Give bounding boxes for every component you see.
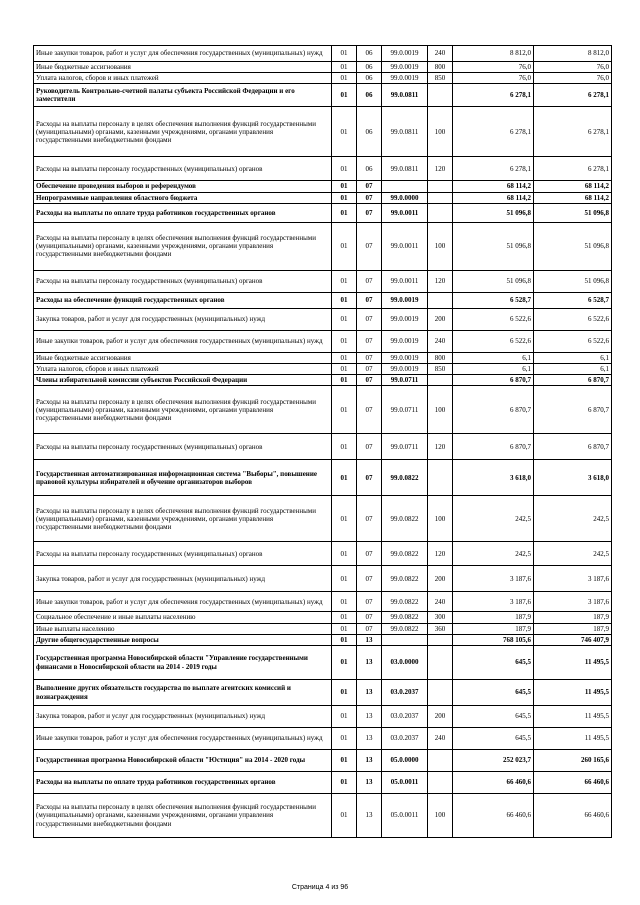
row-name: Члены избирательной комиссии субъектов Российской Федерации [34, 375, 332, 386]
row-section: 01 [332, 181, 357, 192]
row-subsection: 07 [357, 612, 382, 623]
row-expense-type [428, 192, 453, 203]
row-name: Выполнение других обязательств государства по выплате агентских комиссий и вознаграждения [34, 680, 332, 706]
row-target-article: 99.0.0019 [382, 364, 428, 375]
row-amount-year2: 6,1 [534, 352, 612, 363]
row-subsection: 13 [357, 646, 382, 680]
row-subsection: 13 [357, 750, 382, 772]
row-amount-year1: 3 187,6 [453, 592, 534, 612]
row-amount-year1: 6 522,6 [453, 308, 534, 330]
row-subsection: 13 [357, 634, 382, 645]
row-amount-year2: 51 096,8 [534, 270, 612, 292]
row-subsection: 07 [357, 352, 382, 363]
row-subsection: 07 [357, 460, 382, 496]
row-target-article: 99.0.0011 [382, 222, 428, 270]
row-section: 01 [332, 496, 357, 542]
row-expense-type: 120 [428, 157, 453, 181]
row-target-article: 99.0.0822 [382, 612, 428, 623]
row-subsection: 06 [357, 73, 382, 84]
table-row [34, 364, 612, 375]
row-name: Иные закупки товаров, работ и услуг для обеспечения государственных (муниципальных) нужд [34, 46, 332, 62]
row-amount-year1: 66 460,6 [453, 772, 534, 794]
row-expense-type: 240 [428, 46, 453, 62]
row-amount-year2: 746 407,9 [534, 634, 612, 645]
table-row [34, 192, 612, 203]
row-section: 01 [332, 192, 357, 203]
table-row [34, 46, 612, 62]
row-target-article: 99.0.0711 [382, 386, 428, 434]
row-amount-year2: 8 812,0 [534, 46, 612, 62]
row-target-article: 99.0.0019 [382, 308, 428, 330]
row-target-article: 99.0.0019 [382, 62, 428, 73]
row-subsection: 06 [357, 157, 382, 181]
row-target-article: 99.0.0711 [382, 375, 428, 386]
row-amount-year1: 76,0 [453, 62, 534, 73]
row-name: Расходы на выплаты персоналу государственных (муниципальных) органов [34, 434, 332, 460]
row-section: 01 [332, 73, 357, 84]
row-expense-type: 240 [428, 728, 453, 750]
row-name: Другие общегосударственные вопросы [34, 634, 332, 645]
table-row [34, 73, 612, 84]
row-amount-year1: 645,5 [453, 706, 534, 728]
row-subsection: 07 [357, 375, 382, 386]
table-row [34, 62, 612, 73]
row-amount-year2: 260 165,6 [534, 750, 612, 772]
row-amount-year2: 187,9 [534, 623, 612, 634]
row-amount-year1: 66 460,6 [453, 794, 534, 838]
row-amount-year2: 51 096,8 [534, 222, 612, 270]
row-subsection: 07 [357, 192, 382, 203]
row-name: Расходы на выплаты персоналу в целях обеспечения выполнения функций государственными (муниципальными) органами, казенными учреждениями, органами управления государственными внебюджетными фондами [34, 386, 332, 434]
table-row [34, 270, 612, 292]
row-subsection: 07 [357, 181, 382, 192]
table-row [34, 634, 612, 645]
row-amount-year1: 8 812,0 [453, 46, 534, 62]
row-name: Иные бюджетные ассигнования [34, 62, 332, 73]
row-subsection: 07 [357, 222, 382, 270]
row-target-article: 99.0.0011 [382, 270, 428, 292]
row-target-article: 05.0.0011 [382, 794, 428, 838]
row-expense-type [428, 634, 453, 645]
row-amount-year2: 187,9 [534, 612, 612, 623]
row-section: 01 [332, 706, 357, 728]
row-expense-type: 300 [428, 612, 453, 623]
row-section: 01 [332, 62, 357, 73]
row-subsection: 07 [357, 434, 382, 460]
row-subsection: 07 [357, 203, 382, 222]
row-expense-type: 240 [428, 592, 453, 612]
row-name: Расходы на выплаты персоналу государственных (муниципальных) органов [34, 157, 332, 181]
row-target-article: 99.0.0711 [382, 434, 428, 460]
row-subsection: 07 [357, 308, 382, 330]
row-subsection: 07 [357, 542, 382, 566]
row-section: 01 [332, 364, 357, 375]
row-name: Иные выплаты населению [34, 623, 332, 634]
row-subsection: 07 [357, 496, 382, 542]
row-subsection: 07 [357, 330, 382, 352]
row-amount-year1: 68 114,2 [453, 192, 534, 203]
row-amount-year2: 3 187,6 [534, 566, 612, 592]
row-amount-year2: 66 460,6 [534, 794, 612, 838]
row-section: 01 [332, 728, 357, 750]
row-amount-year1: 187,9 [453, 623, 534, 634]
row-target-article: 99.0.0811 [382, 157, 428, 181]
table-row [34, 330, 612, 352]
row-section: 01 [332, 542, 357, 566]
row-expense-type [428, 646, 453, 680]
table-row [34, 750, 612, 772]
row-subsection: 07 [357, 270, 382, 292]
row-amount-year2: 3 187,6 [534, 592, 612, 612]
row-amount-year1: 68 114,2 [453, 181, 534, 192]
row-expense-type: 850 [428, 364, 453, 375]
row-amount-year2: 76,0 [534, 73, 612, 84]
table-row [34, 203, 612, 222]
row-subsection: 07 [357, 566, 382, 592]
table-row [34, 222, 612, 270]
row-expense-type: 100 [428, 386, 453, 434]
row-target-article: 99.0.0822 [382, 592, 428, 612]
row-amount-year1: 3 187,6 [453, 566, 534, 592]
row-target-article: 99.0.0822 [382, 460, 428, 496]
row-section: 01 [332, 750, 357, 772]
table-row [34, 434, 612, 460]
row-expense-type: 850 [428, 73, 453, 84]
row-target-article: 05.0.0000 [382, 750, 428, 772]
row-target-article: 99.0.0011 [382, 203, 428, 222]
row-target-article: 03.0.2037 [382, 728, 428, 750]
row-expense-type [428, 460, 453, 496]
row-amount-year2: 51 096,8 [534, 203, 612, 222]
table-row [34, 181, 612, 192]
row-amount-year2: 6 278,1 [534, 157, 612, 181]
row-name: Расходы на обеспечение функций государственных органов [34, 292, 332, 308]
table-row [34, 542, 612, 566]
row-amount-year2: 68 114,2 [534, 192, 612, 203]
row-name: Расходы на выплаты по оплате труда работников государственных органов [34, 772, 332, 794]
table-row [34, 84, 612, 107]
row-amount-year1: 242,5 [453, 496, 534, 542]
row-section: 01 [332, 375, 357, 386]
row-amount-year1: 645,5 [453, 680, 534, 706]
row-name: Расходы на выплаты персоналу государственных (муниципальных) органов [34, 270, 332, 292]
page-footer: Страница 4 из 96 [291, 884, 349, 891]
row-target-article: 05.0.0011 [382, 772, 428, 794]
row-expense-type [428, 680, 453, 706]
table-row [34, 612, 612, 623]
row-expense-type: 800 [428, 352, 453, 363]
row-amount-year2: 6 278,1 [534, 84, 612, 107]
table-row [34, 460, 612, 496]
row-amount-year1: 51 096,8 [453, 203, 534, 222]
row-amount-year1: 242,5 [453, 542, 534, 566]
row-expense-type: 120 [428, 542, 453, 566]
row-section: 01 [332, 460, 357, 496]
row-expense-type: 100 [428, 794, 453, 838]
row-section: 01 [332, 634, 357, 645]
table-row [34, 592, 612, 612]
row-amount-year2: 6 870,7 [534, 375, 612, 386]
row-amount-year1: 6 278,1 [453, 107, 534, 157]
row-amount-year1: 6 278,1 [453, 157, 534, 181]
row-expense-type: 100 [428, 222, 453, 270]
row-subsection: 13 [357, 772, 382, 794]
row-target-article: 99.0.0000 [382, 192, 428, 203]
row-expense-type: 800 [428, 62, 453, 73]
row-name: Расходы на выплаты персоналу в целях обеспечения выполнения функций государственными (муниципальными) органами, казенными учреждениями, органами управления государственными внебюджетными фондами [34, 794, 332, 838]
row-amount-year2: 11 495,5 [534, 728, 612, 750]
row-subsection: 13 [357, 706, 382, 728]
row-target-article: 99.0.0822 [382, 566, 428, 592]
row-target-article: 99.0.0019 [382, 46, 428, 62]
row-target-article [382, 181, 428, 192]
row-name: Расходы на выплаты персоналу в целях обеспечения выполнения функций государственными (муниципальными) органами, казенными учреждениями, органами управления государственными внебюджетными фондами [34, 222, 332, 270]
row-subsection: 06 [357, 46, 382, 62]
row-target-article: 99.0.0019 [382, 330, 428, 352]
row-section: 01 [332, 46, 357, 62]
table-row [34, 728, 612, 750]
row-expense-type: 360 [428, 623, 453, 634]
row-amount-year1: 3 618,0 [453, 460, 534, 496]
row-section: 01 [332, 84, 357, 107]
row-section: 01 [332, 330, 357, 352]
row-subsection: 13 [357, 728, 382, 750]
table-row [34, 308, 612, 330]
table-row [34, 566, 612, 592]
row-section: 01 [332, 203, 357, 222]
row-name: Социальное обеспечение и иные выплаты населению [34, 612, 332, 623]
row-subsection: 06 [357, 62, 382, 73]
table-row [34, 107, 612, 157]
row-amount-year2: 66 460,6 [534, 772, 612, 794]
row-section: 01 [332, 308, 357, 330]
row-amount-year1: 645,5 [453, 646, 534, 680]
row-amount-year2: 6 528,7 [534, 292, 612, 308]
row-section: 01 [332, 352, 357, 363]
table-row [34, 386, 612, 434]
row-expense-type [428, 772, 453, 794]
row-name: Расходы на выплаты персоналу в целях обеспечения выполнения функций государственными (муниципальными) органами, казенными учреждениями, органами управления государственными внебюджетными фондами [34, 496, 332, 542]
budget-table [33, 45, 612, 838]
row-amount-year1: 645,5 [453, 728, 534, 750]
table-row [34, 794, 612, 838]
row-amount-year1: 51 096,8 [453, 270, 534, 292]
row-amount-year1: 6 870,7 [453, 386, 534, 434]
row-subsection: 13 [357, 680, 382, 706]
row-name: Закупка товаров, работ и услуг для государственных (муниципальных) нужд [34, 566, 332, 592]
row-amount-year2: 6 522,6 [534, 308, 612, 330]
row-target-article: 03.0.2037 [382, 706, 428, 728]
row-name: Иные закупки товаров, работ и услуг для обеспечения государственных (муниципальных) нужд [34, 728, 332, 750]
row-name: Государственная программа Новосибирской области "Юстиция" на 2014 - 2020 годы [34, 750, 332, 772]
row-amount-year1: 6,1 [453, 364, 534, 375]
row-section: 01 [332, 772, 357, 794]
row-subsection: 07 [357, 386, 382, 434]
row-section: 01 [332, 157, 357, 181]
row-expense-type: 240 [428, 330, 453, 352]
row-expense-type [428, 292, 453, 308]
row-name: Закупка товаров, работ и услуг для государственных (муниципальных) нужд [34, 706, 332, 728]
row-section: 01 [332, 612, 357, 623]
table-row [34, 772, 612, 794]
table-row [34, 680, 612, 706]
row-expense-type: 100 [428, 496, 453, 542]
row-amount-year1: 187,9 [453, 612, 534, 623]
row-section: 01 [332, 623, 357, 634]
row-amount-year2: 6 522,6 [534, 330, 612, 352]
row-amount-year2: 6 870,7 [534, 386, 612, 434]
row-section: 01 [332, 222, 357, 270]
row-expense-type: 200 [428, 706, 453, 728]
row-section: 01 [332, 270, 357, 292]
row-amount-year2: 68 114,2 [534, 181, 612, 192]
row-expense-type: 100 [428, 107, 453, 157]
row-amount-year2: 6 278,1 [534, 107, 612, 157]
row-amount-year1: 6 522,6 [453, 330, 534, 352]
row-section: 01 [332, 680, 357, 706]
row-name: Иные закупки товаров, работ и услуг для обеспечения государственных (муниципальных) нужд [34, 330, 332, 352]
row-name: Государственная автоматизированная информационная система "Выборы", повышение правовой культуры избирателей и обучение организаторов выборов [34, 460, 332, 496]
row-subsection: 07 [357, 592, 382, 612]
row-expense-type: 200 [428, 308, 453, 330]
row-name: Расходы на выплаты по оплате труда работников государственных органов [34, 203, 332, 222]
row-section: 01 [332, 566, 357, 592]
row-name: Государственная программа Новосибирской области "Управление государственными финансами в Новосибирской области на 2014 - 2019 годы [34, 646, 332, 680]
row-expense-type: 200 [428, 566, 453, 592]
row-target-article: 03.0.0000 [382, 646, 428, 680]
table-row [34, 375, 612, 386]
table-row [34, 352, 612, 363]
row-section: 01 [332, 434, 357, 460]
row-expense-type [428, 181, 453, 192]
row-section: 01 [332, 794, 357, 838]
row-name: Закупка товаров, работ и услуг для государственных (муниципальных) нужд [34, 308, 332, 330]
row-expense-type [428, 203, 453, 222]
table-row [34, 623, 612, 634]
row-subsection: 13 [357, 794, 382, 838]
row-amount-year2: 11 495,5 [534, 680, 612, 706]
row-amount-year1: 6 870,7 [453, 375, 534, 386]
row-name: Уплата налогов, сборов и иных платежей [34, 364, 332, 375]
row-target-article: 99.0.0822 [382, 623, 428, 634]
table-row [34, 157, 612, 181]
row-amount-year2: 11 495,5 [534, 646, 612, 680]
row-subsection: 06 [357, 107, 382, 157]
row-name: Руководитель Контрольно-счетной палаты субъекта Российской Федерации и его заместители [34, 84, 332, 107]
row-target-article: 99.0.0019 [382, 292, 428, 308]
row-target-article: 99.0.0811 [382, 107, 428, 157]
row-amount-year1: 768 105,6 [453, 634, 534, 645]
row-expense-type [428, 375, 453, 386]
row-name: Обеспечение проведения выборов и референдумов [34, 181, 332, 192]
row-target-article: 99.0.0811 [382, 84, 428, 107]
row-amount-year1: 252 023,7 [453, 750, 534, 772]
table-row [34, 706, 612, 728]
row-section: 01 [332, 646, 357, 680]
row-target-article: 99.0.0822 [382, 496, 428, 542]
row-amount-year2: 6,1 [534, 364, 612, 375]
row-target-article: 03.0.2037 [382, 680, 428, 706]
row-amount-year2: 6 870,7 [534, 434, 612, 460]
row-subsection: 07 [357, 292, 382, 308]
row-expense-type: 120 [428, 434, 453, 460]
row-amount-year2: 3 618,0 [534, 460, 612, 496]
row-name: Расходы на выплаты персоналу в целях обеспечения выполнения функций государственными (муниципальными) органами, казенными учреждениями, органами управления государственными внебюджетными фондами [34, 107, 332, 157]
table-row [34, 496, 612, 542]
row-amount-year2: 242,5 [534, 496, 612, 542]
row-target-article: 99.0.0019 [382, 352, 428, 363]
row-target-article: 99.0.0822 [382, 542, 428, 566]
row-expense-type [428, 750, 453, 772]
row-target-article [382, 634, 428, 645]
row-target-article: 99.0.0019 [382, 73, 428, 84]
row-expense-type [428, 84, 453, 107]
row-amount-year1: 6 278,1 [453, 84, 534, 107]
row-subsection: 06 [357, 84, 382, 107]
row-section: 01 [332, 386, 357, 434]
table-row [34, 292, 612, 308]
row-expense-type: 120 [428, 270, 453, 292]
table-row [34, 646, 612, 680]
row-subsection: 07 [357, 364, 382, 375]
row-name: Уплата налогов, сборов и иных платежей [34, 73, 332, 84]
row-name: Иные бюджетные ассигнования [34, 352, 332, 363]
row-name: Расходы на выплаты персоналу государственных (муниципальных) органов [34, 542, 332, 566]
row-amount-year1: 6,1 [453, 352, 534, 363]
row-name: Непрограммные направления областного бюджета [34, 192, 332, 203]
row-amount-year2: 11 495,5 [534, 706, 612, 728]
row-section: 01 [332, 107, 357, 157]
row-name: Иные закупки товаров, работ и услуг для обеспечения государственных (муниципальных) нужд [34, 592, 332, 612]
row-subsection: 07 [357, 623, 382, 634]
row-section: 01 [332, 592, 357, 612]
row-amount-year1: 76,0 [453, 73, 534, 84]
row-amount-year2: 76,0 [534, 62, 612, 73]
row-amount-year2: 242,5 [534, 542, 612, 566]
row-amount-year1: 6 528,7 [453, 292, 534, 308]
row-amount-year1: 51 096,8 [453, 222, 534, 270]
row-section: 01 [332, 292, 357, 308]
row-amount-year1: 6 870,7 [453, 434, 534, 460]
